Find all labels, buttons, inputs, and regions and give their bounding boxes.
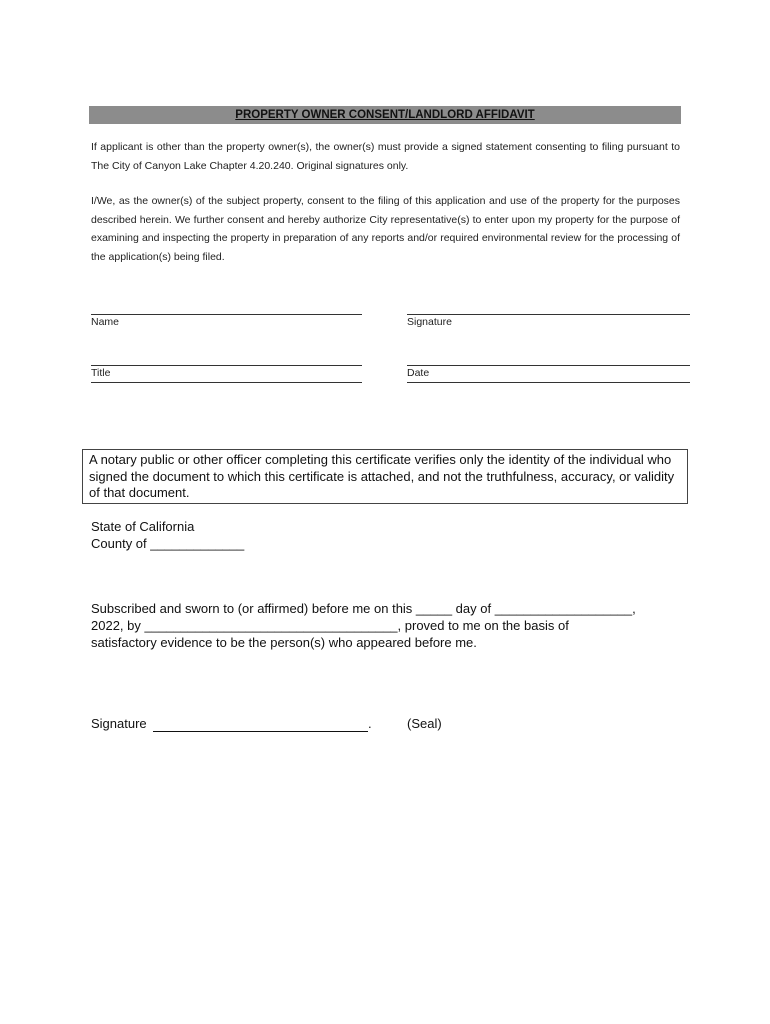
title-label: Title (91, 367, 111, 379)
title-line[interactable] (91, 365, 362, 366)
owner-consent-paragraph: I/We, as the owner(s) of the subject property, consent to the filing of this application and use of the property for the purposes described herein. We further consent and hereby authorize City representative(s) to enter upon my property for the purpose of examining and inspecting the property in preparation of any reports and/or required environmental review for the processing of the application(s) being filed. (91, 195, 680, 263)
notary-signature-period: . (368, 716, 372, 731)
notary-notice-box: A notary public or other officer completing this certificate verifies only the identity of the individual who signed the document to which this certificate is attached, and not the truthfulness, accuracy, or validity of that document. (82, 449, 688, 504)
subscribed-line-2[interactable]: 2022, by ___________________________________, proved to me on the basis of (91, 618, 569, 633)
notary-signature-label: Signature (91, 716, 147, 731)
date-label: Date (407, 367, 430, 379)
signature-label: Signature (407, 316, 452, 328)
date-underline (407, 382, 690, 383)
subscribed-line-1[interactable]: Subscribed and sworn to (or affirmed) before me on this _____ day of ___________________, (91, 601, 636, 616)
title-underline (91, 382, 362, 383)
consent-requirement-paragraph: If applicant is other than the property owner(s), the owner(s) must provide a signed statement consenting to filing pursuant to The City of Canyon Lake Chapter 4.20.240. Original signatures only. (91, 141, 680, 172)
name-label: Name (91, 316, 120, 328)
date-line[interactable] (407, 365, 690, 366)
form-title: PROPERTY OWNER CONSENT/LANDLORD AFFIDAVIT (89, 106, 681, 124)
seal-label: (Seal) (407, 716, 442, 731)
signature-line[interactable] (407, 314, 690, 315)
state-line: State of California (91, 519, 195, 534)
subscribed-line-3: satisfactory evidence to be the person(s) who appeared before me. (91, 635, 477, 650)
name-line[interactable] (91, 314, 362, 315)
notary-signature-line[interactable] (153, 731, 368, 732)
county-line[interactable]: County of _____________ (91, 536, 245, 551)
